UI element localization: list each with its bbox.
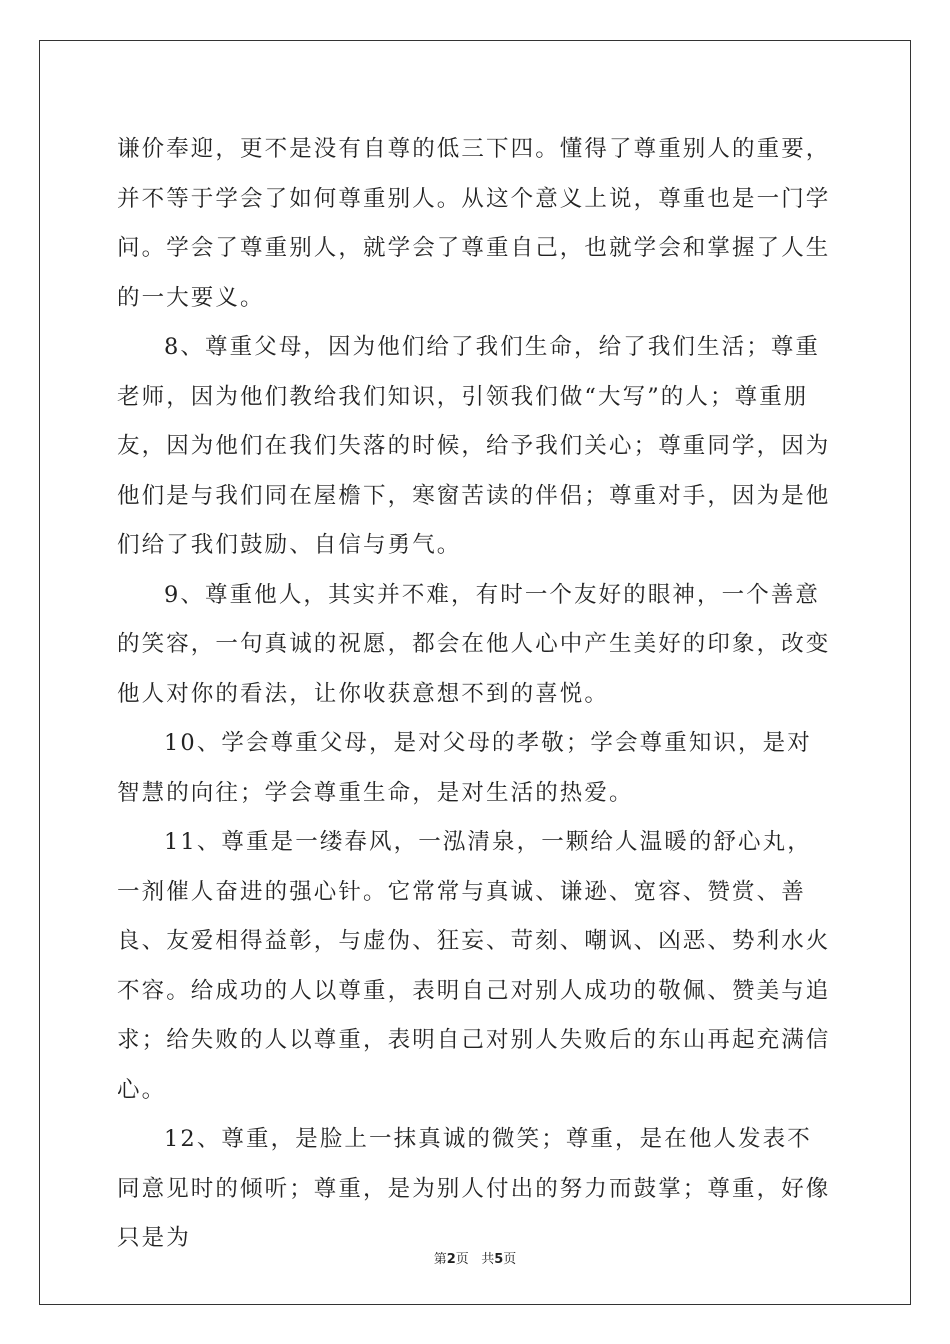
total-suffix: 页 <box>503 1252 517 1267</box>
page-prefix: 第 <box>433 1252 447 1267</box>
document-body <box>117 125 833 1264</box>
paragraph-8: 8、尊重父母，因为他们给了我们生命，给了我们生活；尊重老师，因为他们教给我们知识，引领我们做“大写”的人；尊重朋友，因为他们在我们失落的时候，给予我们关心；尊重同学，因为他们是与我们同在屋檐下，寒窗苦读的伴侣；尊重对手，因为是他们给了我们鼓励、自信与勇气。 <box>117 334 831 558</box>
paragraph-continued: 谦价奉迎，更不是没有自尊的低三下四。懂得了尊重别人的重要，并不等于学会了如何尊重别人。从这个意义上说，尊重也是一门学问。学会了尊重别人，就学会了尊重自己，也就学会和掌握了人生的一大要义。 <box>117 136 831 311</box>
total-pages: 5 <box>494 1252 504 1267</box>
total-prefix: 共 <box>481 1252 495 1267</box>
page-number: 2 <box>446 1252 456 1267</box>
page-footer <box>0 1248 950 1267</box>
paragraph-11: 11、尊重是一缕春风，一泓清泉，一颗给人温暖的舒心丸，一剂催人奋进的强心针。它常常与真诚、谦逊、宽容、赞赏、善良、友爱相得益彰，与虚伪、狂妄、苛刻、嘲讽、凶恶、势利水火不容。给成功的人以尊重，表明自己对别人成功的敬佩、赞美与追求；给失败的人以尊重，表明自己对别人失败后的东山再起充满信心。 <box>117 829 831 1103</box>
paragraph-10: 10、学会尊重父母，是对父母的孝敬；学会尊重知识，是对智慧的向往；学会尊重生命，是对生活的热爱。 <box>117 730 812 806</box>
page-suffix: 页 <box>455 1252 469 1267</box>
paragraph-12: 12、尊重，是脸上一抹真诚的微笑；尊重，是在他人发表不同意见时的倾听；尊重，是为别人付出的努力而鼓掌；尊重，好像只是为 <box>117 1126 831 1251</box>
paragraph-9: 9、尊重他人，其实并不难，有时一个友好的眼神，一个善意的笑容，一句真诚的祝愿，都会在他人心中产生美好的印象，改变他人对你的看法，让你收获意想不到的喜悦。 <box>117 581 831 707</box>
